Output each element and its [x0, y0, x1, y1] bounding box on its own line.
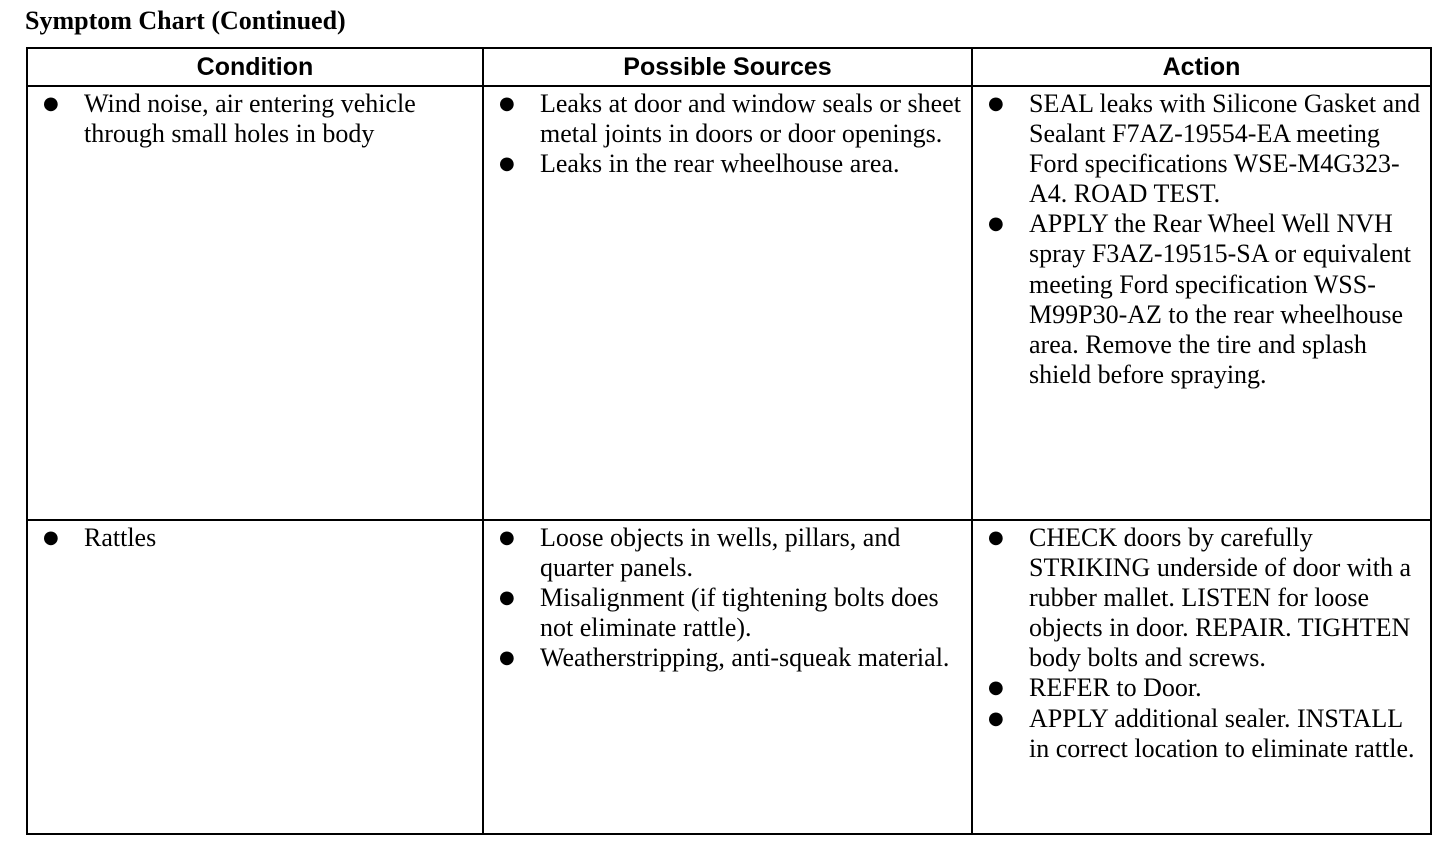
- bullet-icon: ●: [988, 677, 1004, 699]
- source-text: Loose objects in wells, pillars, and quarter panels.: [540, 523, 901, 583]
- list-item: [38, 89, 476, 149]
- list-item: [983, 704, 1424, 764]
- bullet-icon: ●: [499, 527, 515, 548]
- condition-text: Wind noise, air entering vehicle through small holes in body: [84, 89, 416, 149]
- action-text: REFER to Door.: [1029, 673, 1202, 703]
- actions-list: [983, 89, 1424, 390]
- bullet-icon: ●: [43, 527, 59, 548]
- bullet-icon: ●: [43, 93, 59, 114]
- condition-cell: [27, 520, 483, 834]
- column-header-possible-sources: Possible Sources: [483, 48, 972, 86]
- list-item: [38, 523, 476, 553]
- bullet-icon: ●: [988, 527, 1004, 548]
- list-item: [983, 89, 1424, 209]
- action-cell: [972, 520, 1431, 834]
- list-item: [983, 209, 1424, 390]
- bullet-icon: ●: [499, 93, 515, 114]
- column-header-action: Action: [972, 48, 1431, 86]
- possible-sources-cell: [483, 86, 972, 520]
- actions-list: [983, 523, 1424, 764]
- action-text: APPLY additional sealer. INSTALL in correct location to eliminate rattle.: [1029, 703, 1415, 763]
- condition-text: Rattles: [84, 523, 157, 552]
- list-item: [983, 673, 1424, 703]
- bullet-icon: ●: [499, 587, 515, 609]
- list-item: [494, 583, 965, 643]
- action-text: SEAL leaks with Silicone Gasket and Sealant F7AZ-19554-EA meeting Ford specifications WSE-M4G323-A4. ROAD TEST.: [1029, 89, 1421, 209]
- action-text: APPLY the Rear Wheel Well NVH spray F3AZ-19515-SA or equivalent meeting Ford specification WSS-M99P30-AZ to the rear wheelhouse area. Remove the tire and splash shield before spraying.: [1029, 209, 1412, 389]
- column-header-condition: Condition: [27, 48, 483, 86]
- table-row: [27, 520, 1431, 834]
- list-item: [494, 149, 965, 179]
- list-item: [494, 643, 965, 673]
- page-title: Symptom Chart (Continued): [25, 6, 346, 35]
- condition-list: [38, 89, 476, 149]
- action-text: CHECK doors by carefully STRIKING underside of door with a rubber mallet. LISTEN for loose objects in door. REPAIR. TIGHTEN body bolts and screws.: [1029, 523, 1411, 673]
- bullet-icon: ●: [499, 647, 515, 669]
- action-cell: [972, 86, 1431, 520]
- list-item: [983, 523, 1424, 673]
- symptom-chart-table: [26, 47, 1432, 835]
- list-item: [494, 523, 965, 583]
- table-row: [27, 86, 1431, 520]
- source-text: Leaks in the rear wheelhouse area.: [540, 149, 900, 179]
- bullet-icon: ●: [988, 93, 1004, 114]
- sources-list: [494, 523, 965, 673]
- condition-cell: [27, 86, 483, 520]
- possible-sources-cell: [483, 520, 972, 834]
- sources-list: [494, 89, 965, 179]
- condition-list: [38, 523, 476, 553]
- bullet-icon: ●: [988, 213, 1004, 235]
- bullet-icon: ●: [988, 707, 1004, 729]
- source-text: Misalignment (if tightening bolts does not eliminate rattle).: [540, 583, 939, 643]
- bullet-icon: ●: [499, 153, 515, 175]
- source-text: Leaks at door and window seals or sheet metal joints in doors or door openings.: [540, 89, 961, 149]
- source-text: Weatherstripping, anti-squeak material.: [540, 643, 950, 673]
- list-item: [494, 89, 965, 149]
- table-header-row: [27, 48, 1431, 86]
